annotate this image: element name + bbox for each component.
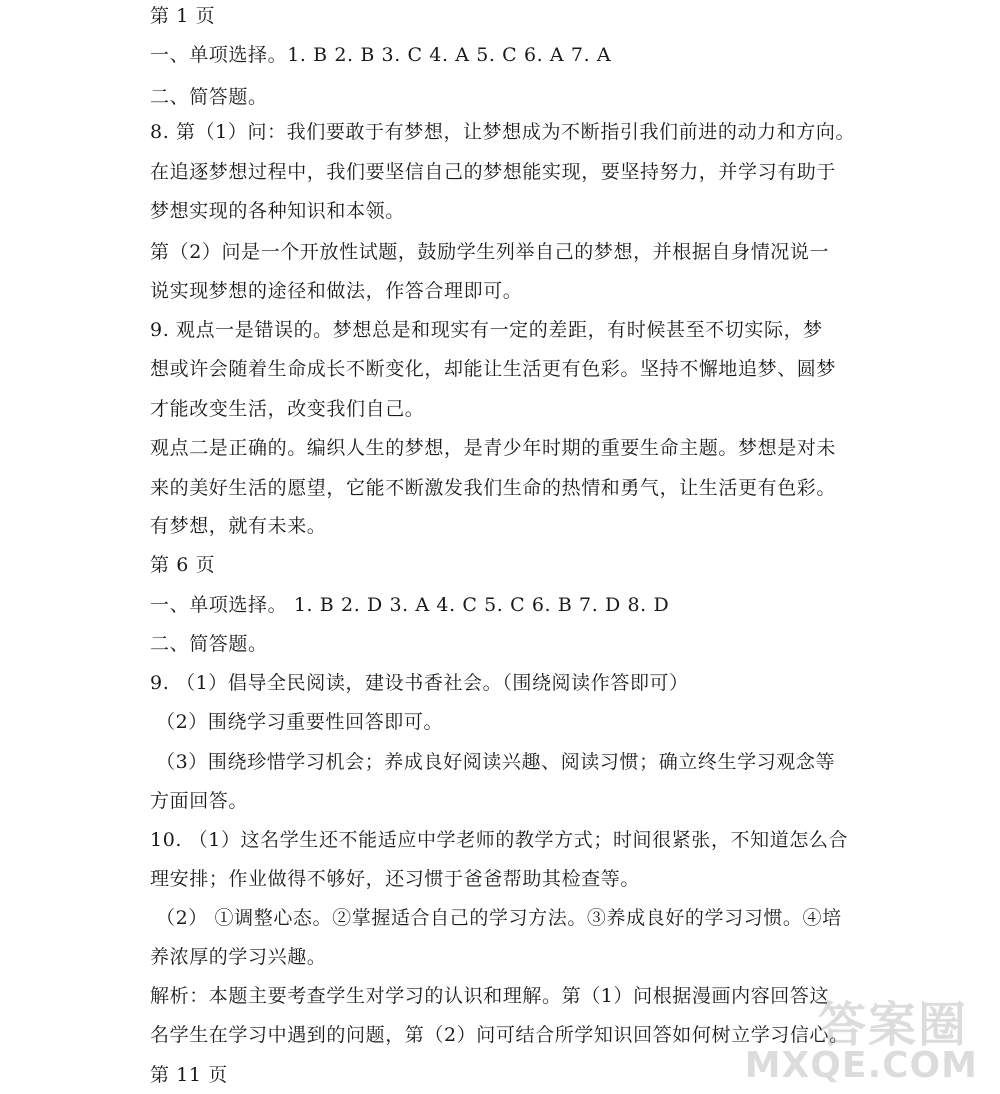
answer-line: 理安排；作业做得不够好，还习惯于爸爸帮助其检查等。 bbox=[150, 868, 641, 890]
answer-line: （2） ①调整心态。②掌握适合自己的学习方法。③养成良好的学习习惯。④培 bbox=[156, 907, 842, 929]
answer-line: 方面回答。 bbox=[150, 790, 249, 812]
page-heading-11: 第 11 页 bbox=[150, 1064, 228, 1086]
answer-line: 想或许会随着生命成长不断变化，却能让生活更有色彩。坚持不懈地追梦、圆梦 bbox=[150, 358, 837, 380]
answer-line: 来的美好生活的愿望，它能不断激发我们生命的热情和勇气，让生活更有色彩。 bbox=[150, 477, 837, 499]
answer-line: 观点二是正确的。编织人生的梦想，是青少年时期的重要生命主题。梦想是对未 bbox=[150, 437, 837, 459]
answer-line: 养浓厚的学习兴趣。 bbox=[150, 946, 327, 968]
analysis-line: 解析：本题主要考查学生对学习的认识和理解。第（1）问根据漫画内容回答这 bbox=[150, 985, 830, 1007]
page-heading-1: 第 1 页 bbox=[150, 5, 216, 27]
answer-line: （2）围绕学习重要性回答即可。 bbox=[156, 711, 444, 733]
watermark-cn: 答案圈 bbox=[817, 997, 968, 1053]
choice-answers-p6: 一、单项选择。 1. B 2. D 3. A 4. C 5. C 6. B 7. D 8. D bbox=[150, 594, 670, 616]
answer-line: 10. （1）这名学生还不能适应中学老师的教学方式；时间很紧张，不知道怎么合 bbox=[150, 829, 849, 851]
answer-line: 在追逐梦想过程中，我们要坚信自己的梦想能实现，要坚持努力，并学习有助于 bbox=[150, 161, 837, 183]
answer-line: 8. 第（1）问：我们要敢于有梦想，让梦想成为不断指引我们前进的动力和方向。 bbox=[150, 121, 856, 143]
answer-line: 有梦想，就有未来。 bbox=[150, 515, 327, 537]
answer-line: 9. 观点一是错误的。梦想总是和现实有一定的差距，有时候甚至不切实际，梦 bbox=[150, 319, 823, 341]
page-heading-6: 第 6 页 bbox=[150, 554, 216, 576]
answer-line: （3）围绕珍惜学习机会；养成良好阅读兴趣、阅读习惯；确立终生学习观念等 bbox=[156, 751, 836, 773]
choice-answers-p1: 一、单项选择。1. B 2. B 3. C 4. A 5. C 6. A 7. A bbox=[150, 44, 612, 66]
answer-line: 第（2）问是一个开放性试题，鼓励学生列举自己的梦想，并根据自身情况说一 bbox=[150, 241, 830, 263]
section-heading: 二、简答题。 bbox=[150, 633, 268, 655]
answer-line: 9. （1）倡导全民阅读，建设书香社会。（围绕阅读作答即可） bbox=[150, 672, 689, 694]
section-heading: 二、简答题。 bbox=[150, 86, 268, 108]
answer-line: 梦想实现的各种知识和本领。 bbox=[150, 200, 405, 222]
answer-line: 说实现梦想的途径和做法，作答合理即可。 bbox=[150, 280, 523, 302]
watermark-logo bbox=[744, 986, 986, 1086]
analysis-line: 名学生在学习中遇到的问题，第（2）问可结合所学知识回答如何树立学习信心。 bbox=[150, 1024, 849, 1046]
watermark-en: MXQE.COM bbox=[744, 1045, 978, 1086]
answer-line: 才能改变生活，改变我们自己。 bbox=[150, 398, 425, 420]
